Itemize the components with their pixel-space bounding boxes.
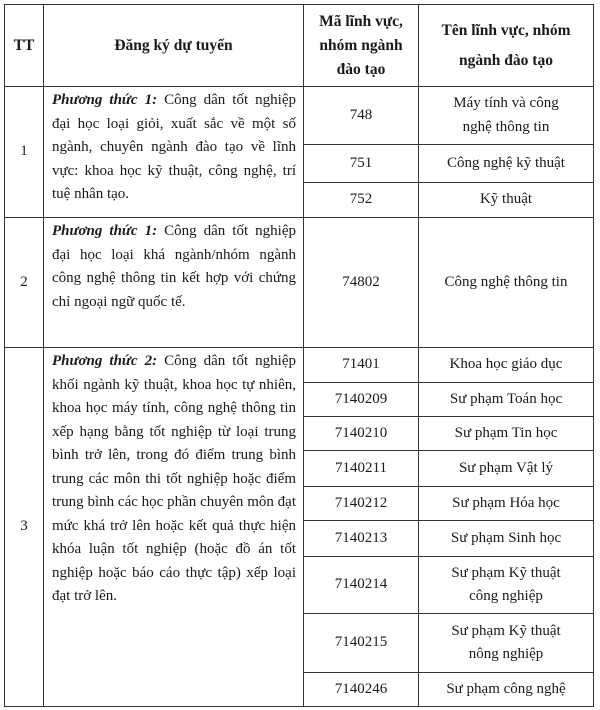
description-text: Công dân tốt nghiệp khối ngành kỹ thuật, khoa học tự nhiên, khoa học máy tính, công nghệ thông tin xếp hạng bằng tốt nghiệp từ loại trung bình trở lên, trong đó điểm trung bình trung các môn thi tốt nghiệp hoặc điểm trung bình các học phần chuyên môn đạt mức khá trở lên hoặc kết quả thực hiện khóa luận tốt nghiệp (hoặc đồ án tốt nghiệp hoặc báo cáo thực tập) xếp loại đạt trở lên. [52, 353, 296, 604]
header-code: Mã lĩnh vực, nhóm ngành đào tạo [304, 5, 419, 87]
field-code: 751 [304, 145, 419, 183]
row-number: 1 [5, 87, 44, 218]
field-name: Công nghệ thông tin [419, 218, 594, 348]
field-code: 752 [304, 183, 419, 218]
field-name: Khoa học giáo dục [419, 348, 594, 383]
field-code: 7140215 [304, 614, 419, 673]
field-code: 7140213 [304, 521, 419, 557]
field-code: 7140209 [304, 383, 419, 417]
row-number: 3 [5, 348, 44, 707]
table-row [5, 218, 594, 348]
admission-table [4, 4, 594, 707]
description-text: Công dân tốt nghiệp đại học loại khá ngành/nhóm ngành công nghệ thông tin kết hợp với chứng chỉ ngoại ngữ quốc tế. [52, 223, 296, 310]
field-name: Sư phạm công nghệ [419, 673, 594, 707]
field-code: 7140212 [304, 487, 419, 521]
field-code: 74802 [304, 218, 419, 348]
field-name: Sư phạm Kỹ thuật công nghiệp [419, 557, 594, 614]
header-row [5, 5, 594, 87]
field-name: Sư phạm Toán học [419, 383, 594, 417]
field-code: 7140210 [304, 417, 419, 451]
field-code: 71401 [304, 348, 419, 383]
method-label: Phương thức 2: [52, 353, 158, 369]
method-label: Phương thức 1: [52, 92, 158, 108]
header-registration: Đăng ký dự tuyển [44, 5, 304, 87]
field-code: 7140214 [304, 557, 419, 614]
field-name: Kỹ thuật [419, 183, 594, 218]
header-name: Tên lĩnh vực, nhóm ngành đào tạo [419, 5, 594, 87]
field-code: 748 [304, 87, 419, 145]
table-row [5, 87, 594, 145]
field-name: Máy tính và công nghệ thông tin [419, 87, 594, 145]
field-name: Sư phạm Kỹ thuật nông nghiệp [419, 614, 594, 673]
description-text: Công dân tốt nghiệp đại học loại giỏi, xuất sắc về một số ngành, chuyên ngành đào tạo về lĩnh vực: khoa học kỹ thuật, công nghệ, trí tuệ nhân tạo. [52, 92, 296, 202]
field-name: Sư phạm Sinh học [419, 521, 594, 557]
header-tt: TT [5, 5, 44, 87]
field-code: 7140211 [304, 451, 419, 487]
registration-description [44, 348, 304, 707]
row-number: 2 [5, 218, 44, 348]
field-name: Sư phạm Hóa học [419, 487, 594, 521]
field-code: 7140246 [304, 673, 419, 707]
method-label: Phương thức 1: [52, 223, 158, 239]
field-name: Sư phạm Vật lý [419, 451, 594, 487]
registration-description [44, 87, 304, 218]
registration-description [44, 218, 304, 348]
field-name: Sư phạm Tin học [419, 417, 594, 451]
table-row [5, 348, 594, 383]
field-name: Công nghệ kỹ thuật [419, 145, 594, 183]
